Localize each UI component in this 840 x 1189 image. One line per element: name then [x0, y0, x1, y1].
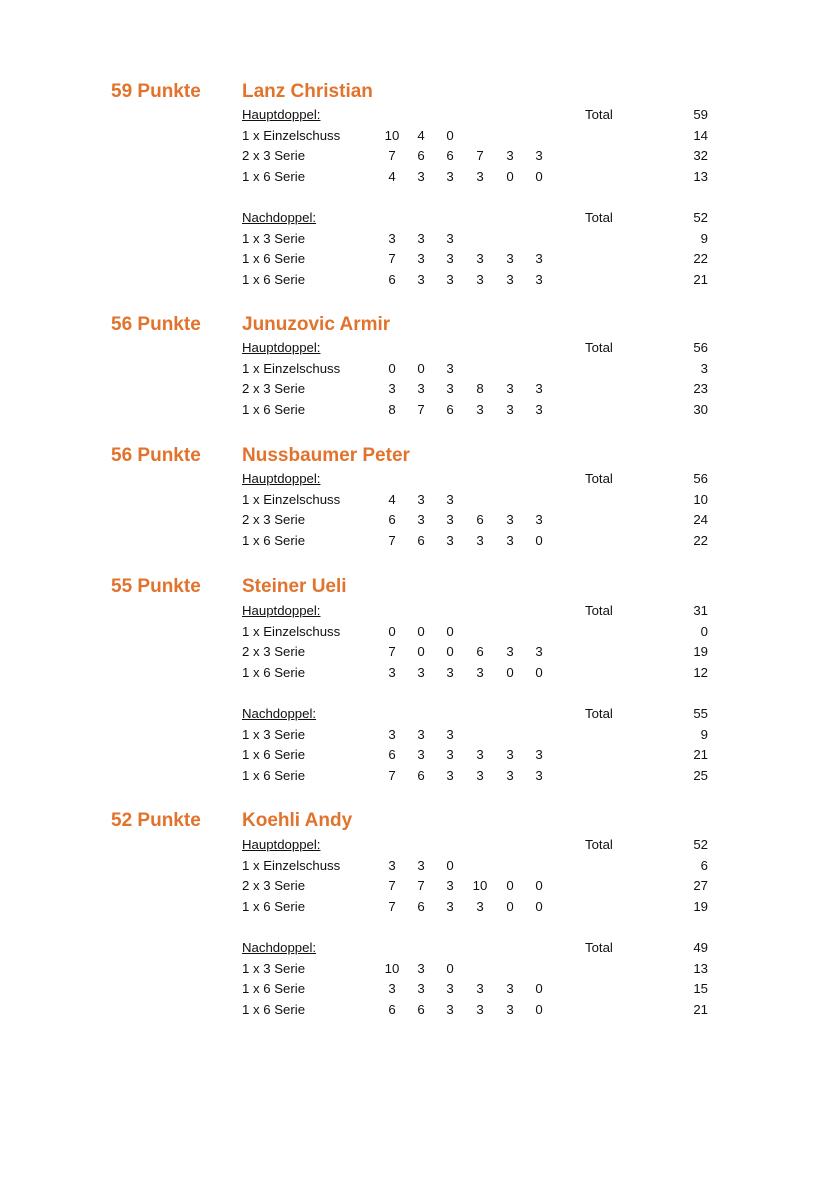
row-label: 2 x 3 Serie	[242, 644, 306, 659]
section-title: Hauptdoppel:	[242, 107, 321, 122]
section-header	[0, 338, 840, 359]
shot-1: 0	[388, 623, 396, 639]
row-sum: 23	[693, 381, 708, 396]
shot-4: 6	[476, 644, 484, 659]
shooter-name: Steiner Ueli	[242, 576, 347, 597]
shot-5: 0	[506, 168, 514, 184]
shot-2: 3	[417, 271, 425, 287]
row-sum: 10	[693, 491, 708, 507]
shot-4: 3	[476, 747, 484, 762]
row-label: 1 x 6 Serie	[242, 747, 306, 762]
shot-3: 3	[446, 532, 454, 548]
total-label: Total	[585, 107, 613, 122]
shot-2: 3	[417, 664, 425, 680]
shooter-name: Junuzovic Armir	[242, 314, 391, 335]
shot-1: 6	[388, 271, 396, 287]
shot-1: 3	[388, 381, 396, 396]
shot-2: 3	[417, 726, 425, 742]
shot-3: 6	[446, 148, 454, 163]
score-row	[0, 146, 840, 167]
shot-3: 3	[446, 747, 454, 762]
shot-5: 3	[506, 981, 514, 996]
shooter-name: Lanz Christian	[242, 81, 373, 102]
section-header	[0, 835, 840, 856]
row-label: 1 x 3 Serie	[242, 230, 306, 246]
row-sum: 13	[693, 960, 708, 976]
shot-4: 10	[472, 878, 488, 893]
section-header	[0, 601, 840, 622]
shot-6: 3	[535, 381, 543, 396]
shot-2: 6	[417, 767, 425, 783]
row-sum: 22	[693, 251, 708, 266]
row-sum: 3	[700, 360, 708, 376]
shot-5: 3	[506, 381, 514, 396]
total-value: 31	[693, 603, 708, 618]
shot-4: 7	[476, 148, 484, 163]
total-value: 59	[693, 107, 708, 122]
score-row	[0, 642, 840, 663]
total-label: Total	[585, 706, 613, 721]
shot-1: 7	[388, 644, 396, 659]
points-heading: 56 Punkte	[111, 445, 201, 466]
shot-4: 3	[476, 664, 484, 680]
score-row	[0, 1000, 840, 1021]
shot-4: 3	[476, 767, 484, 783]
shot-5: 3	[506, 512, 514, 527]
shot-5: 3	[506, 251, 514, 266]
shot-1: 3	[388, 230, 396, 246]
shot-2: 3	[417, 168, 425, 184]
total-label: Total	[585, 603, 613, 618]
shot-6: 0	[535, 168, 543, 184]
shot-6: 3	[535, 148, 543, 163]
score-row	[0, 979, 840, 1000]
shot-6: 3	[535, 644, 543, 659]
shot-6: 0	[535, 664, 543, 680]
row-label: 1 x Einzelschuss	[242, 360, 341, 376]
row-label: 1 x Einzelschuss	[242, 127, 341, 143]
shot-6: 0	[535, 532, 543, 548]
shot-2: 0	[417, 644, 425, 659]
shot-2: 3	[417, 747, 425, 762]
shot-1: 0	[388, 360, 396, 376]
score-row	[0, 249, 840, 270]
row-sum: 6	[700, 857, 708, 873]
shot-6: 3	[535, 512, 543, 527]
shot-2: 0	[417, 360, 425, 376]
shot-3: 3	[446, 898, 454, 914]
shot-3: 6	[446, 401, 454, 417]
shot-5: 3	[506, 271, 514, 287]
shot-5: 3	[506, 644, 514, 659]
shot-3: 3	[446, 512, 454, 527]
shot-4: 3	[476, 981, 484, 996]
score-row	[0, 379, 840, 400]
shot-3: 3	[446, 230, 454, 246]
total-label: Total	[585, 837, 613, 852]
section-title: Hauptdoppel:	[242, 837, 321, 852]
shot-3: 3	[446, 168, 454, 184]
total-label: Total	[585, 210, 613, 225]
row-sum: 19	[693, 644, 708, 659]
row-label: 1 x 6 Serie	[242, 532, 306, 548]
points-heading: 59 Punkte	[111, 81, 201, 102]
shot-6: 0	[535, 878, 543, 893]
shot-1: 10	[384, 127, 400, 143]
row-sum: 21	[693, 1001, 708, 1017]
points-heading: 56 Punkte	[111, 314, 201, 335]
shot-5: 0	[506, 878, 514, 893]
shot-1: 3	[388, 857, 396, 873]
row-label: 1 x 3 Serie	[242, 726, 306, 742]
score-row	[0, 167, 840, 188]
section-header	[0, 704, 840, 725]
row-label: 2 x 3 Serie	[242, 878, 306, 893]
shot-4: 6	[476, 512, 484, 527]
shot-1: 3	[388, 664, 396, 680]
total-value: 56	[693, 340, 708, 355]
row-sum: 19	[693, 898, 708, 914]
points-heading: 52 Punkte	[111, 810, 201, 831]
row-sum: 9	[700, 230, 708, 246]
score-row	[0, 531, 840, 552]
row-label: 1 x Einzelschuss	[242, 857, 341, 873]
row-label: 1 x 6 Serie	[242, 1001, 306, 1017]
shot-1: 4	[388, 168, 396, 184]
shot-1: 7	[388, 878, 396, 893]
shot-6: 3	[535, 767, 543, 783]
score-row	[0, 959, 840, 980]
row-sum: 30	[693, 401, 708, 417]
row-sum: 21	[693, 271, 708, 287]
shot-3: 3	[446, 381, 454, 396]
shot-1: 7	[388, 532, 396, 548]
row-sum: 24	[693, 512, 708, 527]
shot-5: 3	[506, 767, 514, 783]
shot-3: 0	[446, 127, 454, 143]
row-label: 2 x 3 Serie	[242, 512, 306, 527]
shot-6: 3	[535, 747, 543, 762]
shot-2: 3	[417, 230, 425, 246]
shot-5: 3	[506, 532, 514, 548]
row-label: 1 x 6 Serie	[242, 664, 306, 680]
shot-4: 3	[476, 271, 484, 287]
points-heading: 55 Punkte	[111, 576, 201, 597]
section-header	[0, 938, 840, 959]
row-sum: 14	[693, 127, 708, 143]
shot-1: 7	[388, 767, 396, 783]
shot-2: 6	[417, 532, 425, 548]
shot-2: 3	[417, 981, 425, 996]
score-row	[0, 856, 840, 877]
shot-3: 0	[446, 857, 454, 873]
shot-1: 3	[388, 726, 396, 742]
shot-5: 3	[506, 747, 514, 762]
row-sum: 0	[700, 623, 708, 639]
row-sum: 15	[693, 981, 708, 996]
shot-4: 3	[476, 532, 484, 548]
shot-1: 7	[388, 251, 396, 266]
row-label: 2 x 3 Serie	[242, 148, 306, 163]
total-value: 52	[693, 837, 708, 852]
row-label: 1 x 6 Serie	[242, 981, 306, 996]
score-row	[0, 766, 840, 787]
row-label: 1 x 6 Serie	[242, 767, 306, 783]
score-row	[0, 876, 840, 897]
shot-3: 3	[446, 251, 454, 266]
row-label: 1 x Einzelschuss	[242, 491, 341, 507]
section-title: Hauptdoppel:	[242, 471, 321, 486]
shot-2: 3	[417, 960, 425, 976]
shot-1: 3	[388, 981, 396, 996]
row-label: 1 x 6 Serie	[242, 251, 306, 266]
shot-2: 6	[417, 148, 425, 163]
section-title: Nachdoppel:	[242, 706, 317, 721]
score-row	[0, 897, 840, 918]
row-label: 1 x 6 Serie	[242, 168, 306, 184]
shot-5: 0	[506, 664, 514, 680]
shot-2: 0	[417, 623, 425, 639]
total-value: 56	[693, 471, 708, 486]
shot-4: 3	[476, 401, 484, 417]
section-title: Hauptdoppel:	[242, 340, 321, 355]
row-label: 2 x 3 Serie	[242, 381, 306, 396]
shot-1: 6	[388, 1001, 396, 1017]
shooter-name: Nussbaumer Peter	[242, 445, 410, 466]
shot-3: 3	[446, 664, 454, 680]
section-header	[0, 469, 840, 490]
row-label: 1 x 6 Serie	[242, 401, 306, 417]
shooter-name: Koehli Andy	[242, 810, 353, 831]
score-row	[0, 229, 840, 250]
shot-2: 7	[417, 401, 425, 417]
shot-3: 3	[446, 271, 454, 287]
shot-3: 3	[446, 981, 454, 996]
shot-5: 3	[506, 148, 514, 163]
section-title: Nachdoppel:	[242, 210, 317, 225]
row-sum: 13	[693, 168, 708, 184]
shot-1: 10	[384, 960, 400, 976]
shot-3: 3	[446, 1001, 454, 1017]
score-row	[0, 510, 840, 531]
row-sum: 25	[693, 767, 708, 783]
total-label: Total	[585, 940, 613, 955]
score-row	[0, 745, 840, 766]
total-label: Total	[585, 340, 613, 355]
section-header	[0, 208, 840, 229]
shot-2: 3	[417, 251, 425, 266]
shot-1: 6	[388, 512, 396, 527]
shot-3: 0	[446, 644, 454, 659]
shot-6: 0	[535, 898, 543, 914]
shot-4: 8	[476, 381, 484, 396]
shot-2: 7	[417, 878, 425, 893]
shot-2: 6	[417, 1001, 425, 1017]
shot-1: 7	[388, 898, 396, 914]
section-title: Hauptdoppel:	[242, 603, 321, 618]
score-row	[0, 359, 840, 380]
shot-2: 3	[417, 512, 425, 527]
row-sum: 32	[693, 148, 708, 163]
shot-6: 3	[535, 271, 543, 287]
shot-5: 3	[506, 1001, 514, 1017]
shot-3: 3	[446, 726, 454, 742]
shot-1: 6	[388, 747, 396, 762]
row-sum: 12	[693, 664, 708, 680]
shot-2: 6	[417, 898, 425, 914]
shot-3: 3	[446, 491, 454, 507]
shot-6: 3	[535, 401, 543, 417]
total-value: 52	[693, 210, 708, 225]
row-label: 1 x 6 Serie	[242, 898, 306, 914]
shot-1: 7	[388, 148, 396, 163]
shot-2: 3	[417, 491, 425, 507]
shot-6: 0	[535, 981, 543, 996]
shot-3: 3	[446, 878, 454, 893]
score-row	[0, 490, 840, 511]
shot-2: 4	[417, 127, 425, 143]
shot-4: 3	[476, 168, 484, 184]
shot-4: 3	[476, 251, 484, 266]
shot-2: 3	[417, 381, 425, 396]
shot-4: 3	[476, 898, 484, 914]
shot-3: 0	[446, 623, 454, 639]
section-header	[0, 105, 840, 126]
score-row	[0, 622, 840, 643]
shot-2: 3	[417, 857, 425, 873]
total-label: Total	[585, 471, 613, 486]
score-row	[0, 663, 840, 684]
shot-6: 0	[535, 1001, 543, 1017]
row-label: 1 x Einzelschuss	[242, 623, 341, 639]
total-value: 55	[693, 706, 708, 721]
shot-4: 3	[476, 1001, 484, 1017]
shot-3: 3	[446, 360, 454, 376]
shot-5: 3	[506, 401, 514, 417]
total-value: 49	[693, 940, 708, 955]
row-sum: 27	[693, 878, 708, 893]
score-row	[0, 400, 840, 421]
shot-1: 8	[388, 401, 396, 417]
shot-5: 0	[506, 898, 514, 914]
row-label: 1 x 6 Serie	[242, 271, 306, 287]
row-sum: 22	[693, 532, 708, 548]
shot-3: 3	[446, 767, 454, 783]
shot-1: 4	[388, 491, 396, 507]
row-sum: 9	[700, 726, 708, 742]
section-title: Nachdoppel:	[242, 940, 317, 955]
row-sum: 21	[693, 747, 708, 762]
shot-6: 3	[535, 251, 543, 266]
score-row	[0, 126, 840, 147]
score-row	[0, 270, 840, 291]
score-row	[0, 725, 840, 746]
row-label: 1 x 3 Serie	[242, 960, 306, 976]
shot-3: 0	[446, 960, 454, 976]
